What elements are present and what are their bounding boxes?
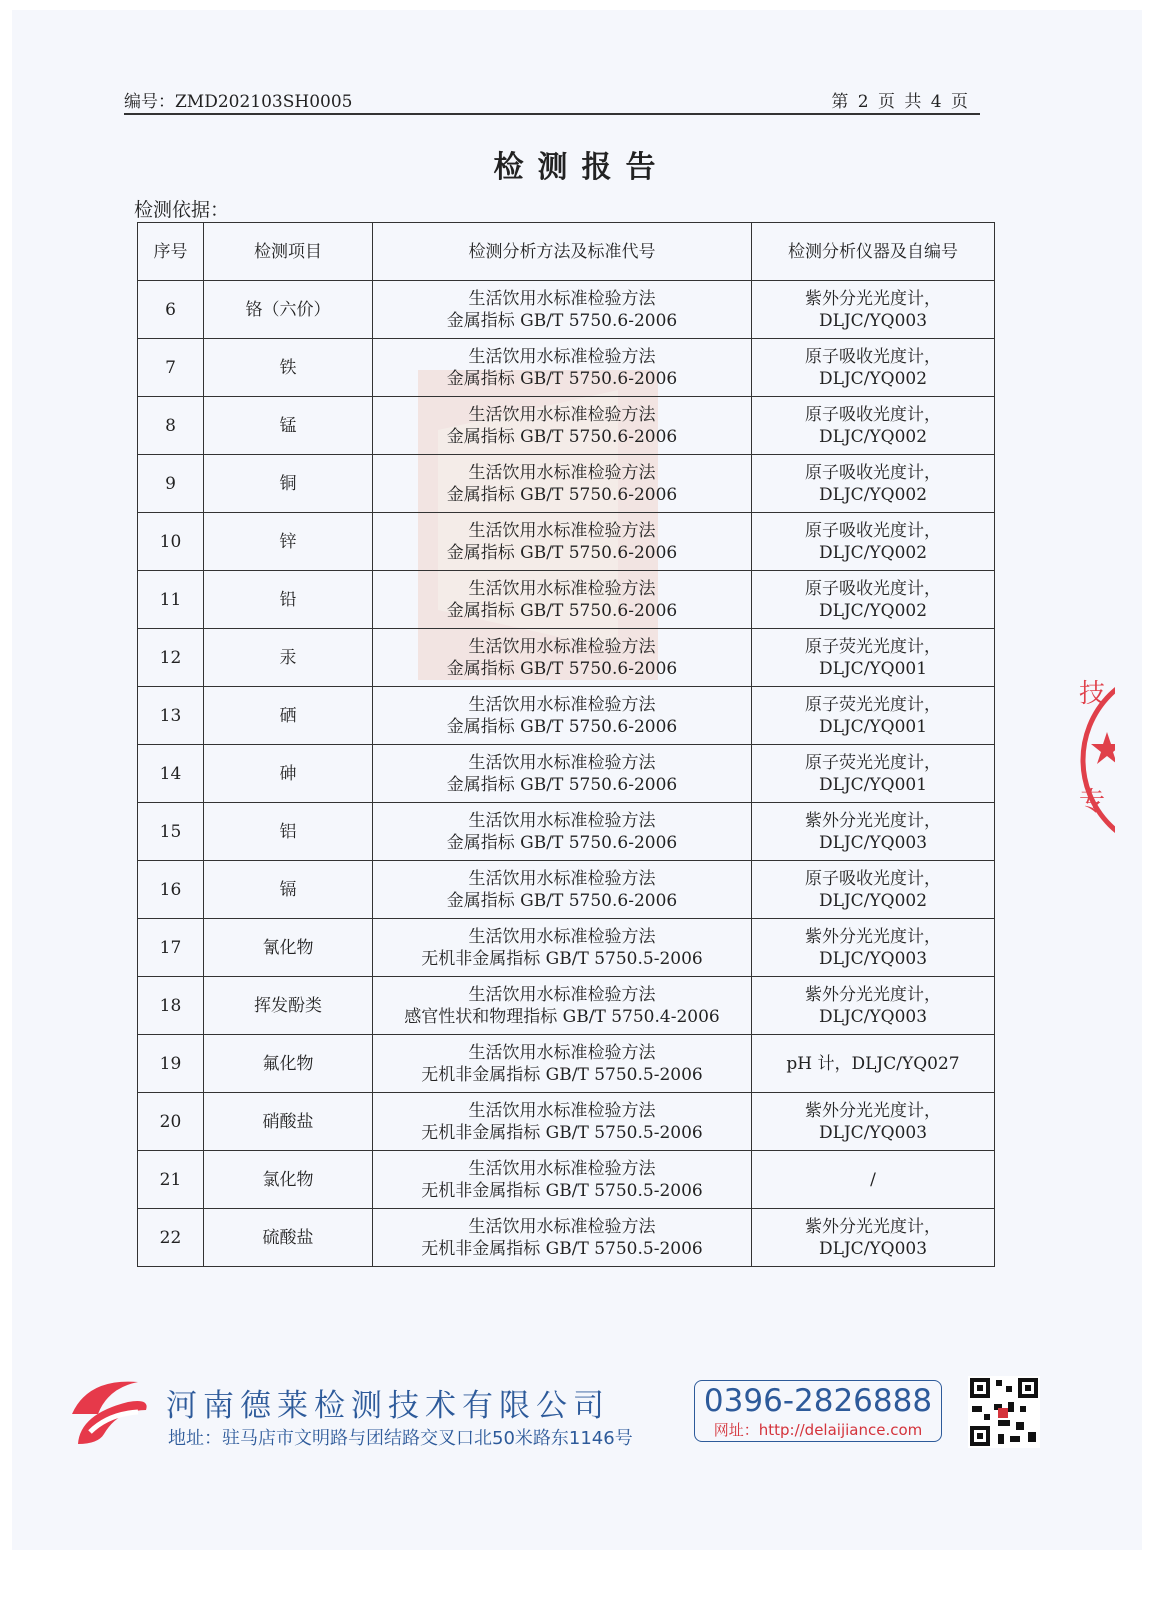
cell-instrument: [752, 455, 995, 513]
cell-instrument-line: 紫外分光光度计，: [805, 926, 941, 947]
cell-item-line: 氰化物: [262, 937, 314, 958]
cell-method-line: 无机非金属指标 GB/T 5750.5-2006: [421, 1122, 703, 1143]
cell-item: [204, 861, 373, 919]
page-title: 检测报告: [493, 150, 670, 185]
cell-method-line: 生活饮用水标准检验方法: [468, 404, 656, 425]
table-row: [138, 281, 995, 339]
cell-instrument-line: DLJC/YQ002: [818, 426, 928, 447]
cell-instrument-line: DLJC/YQ001: [818, 774, 928, 795]
header-method: 检测分析方法及标准代号: [373, 223, 752, 281]
cell-method-line: 生活饮用水标准检验方法: [468, 984, 656, 1005]
cell-item-line: 铁: [279, 357, 297, 378]
cell-method: [373, 629, 752, 687]
cell-instrument: [752, 513, 995, 571]
cell-method-line: 生活饮用水标准检验方法: [468, 1158, 656, 1179]
company-logo-icon: [68, 1374, 152, 1446]
cell-instrument: [752, 1093, 995, 1151]
cell-instrument-line: DLJC/YQ003: [818, 1006, 928, 1027]
table-row: [138, 1151, 995, 1209]
company-address: 地址：驻马店市文明路与团结路交叉口北50米路东1146号: [168, 1428, 633, 1449]
cell-method-line: 生活饮用水标准检验方法: [468, 1042, 656, 1063]
cell-no: [138, 745, 204, 803]
cell-instrument-line: 原子吸收光度计，: [805, 578, 941, 599]
cell-item-line: 氟化物: [262, 1053, 314, 1074]
cell-method-line: 生活饮用水标准检验方法: [468, 520, 656, 541]
table-row: [138, 687, 995, 745]
cell-method-line: 生活饮用水标准检验方法: [468, 578, 656, 599]
cell-method-line: 生活饮用水标准检验方法: [468, 346, 656, 367]
cell-method: [373, 339, 752, 397]
cell-no: [138, 1151, 204, 1209]
cell-method: [373, 745, 752, 803]
cell-instrument-line: 紫外分光光度计，: [805, 1216, 941, 1237]
cell-method: [373, 1151, 752, 1209]
cell-instrument: [752, 687, 995, 745]
cell-no: [138, 513, 204, 571]
table-row: [138, 1209, 995, 1267]
cell-no-line: 19: [159, 1053, 182, 1074]
cell-instrument-line: DLJC/YQ002: [818, 890, 928, 911]
cell-no-line: 12: [159, 647, 182, 668]
cell-method-line: 生活饮用水标准检验方法: [468, 1100, 656, 1121]
cell-instrument: [752, 861, 995, 919]
cell-no: [138, 455, 204, 513]
cell-no-line: 10: [159, 531, 182, 552]
cell-item-line: 挥发酚类: [254, 995, 322, 1016]
cell-instrument-line: 原子吸收光度计，: [805, 346, 941, 367]
cell-no: [138, 803, 204, 861]
cell-item-line: 铬（六价）: [245, 299, 331, 320]
cell-instrument-line: DLJC/YQ003: [818, 1122, 928, 1143]
cell-instrument-line: 紫外分光光度计，: [805, 810, 941, 831]
cell-instrument-line: DLJC/YQ003: [818, 832, 928, 853]
cell-instrument-line: 紫外分光光度计，: [805, 984, 941, 1005]
cell-item-line: 铝: [279, 821, 297, 842]
cell-method: [373, 1209, 752, 1267]
cell-no-line: 11: [159, 589, 182, 610]
table-row: [138, 455, 995, 513]
cell-method-line: 生活饮用水标准检验方法: [468, 462, 656, 483]
cell-method-line: 生活饮用水标准检验方法: [468, 288, 656, 309]
cell-item: [204, 571, 373, 629]
cell-method-line: 生活饮用水标准检验方法: [468, 926, 656, 947]
cell-instrument-line: DLJC/YQ003: [818, 1238, 928, 1259]
table-row: [138, 803, 995, 861]
report-header: [124, 85, 980, 115]
cell-method-line: 生活饮用水标准检验方法: [468, 1216, 656, 1237]
cell-instrument: [752, 629, 995, 687]
cell-instrument-line: DLJC/YQ002: [818, 484, 928, 505]
cell-no-line: 15: [159, 821, 182, 842]
cell-item-line: 铅: [279, 589, 297, 610]
cell-method: [373, 919, 752, 977]
header-no: 序号: [138, 223, 204, 281]
cell-method-line: 无机非金属指标 GB/T 5750.5-2006: [421, 1238, 703, 1259]
website-link[interactable]: 网址：http://delaijiance.com: [713, 1421, 923, 1439]
cell-no: [138, 919, 204, 977]
cell-instrument: [752, 281, 995, 339]
cell-item: [204, 1151, 373, 1209]
cell-method: [373, 1093, 752, 1151]
cell-instrument-line: DLJC/YQ002: [818, 368, 928, 389]
cell-item: [204, 687, 373, 745]
cell-instrument-line: 原子吸收光度计，: [805, 868, 941, 889]
cell-no: [138, 397, 204, 455]
cell-item: [204, 629, 373, 687]
cell-method: [373, 977, 752, 1035]
cell-instrument-line: 原子吸收光度计，: [805, 462, 941, 483]
cell-item: [204, 1209, 373, 1267]
table-row: [138, 1093, 995, 1151]
cell-method-line: 金属指标 GB/T 5750.6-2006: [446, 484, 678, 505]
table-row: [138, 861, 995, 919]
cell-no-line: 14: [159, 763, 182, 784]
cell-item-line: 硫酸盐: [262, 1227, 314, 1248]
cell-item: [204, 339, 373, 397]
cell-instrument: [752, 745, 995, 803]
cell-no-line: 20: [159, 1111, 182, 1132]
cell-instrument: [752, 339, 995, 397]
cell-method-line: 生活饮用水标准检验方法: [468, 752, 656, 773]
cell-method-line: 金属指标 GB/T 5750.6-2006: [446, 716, 678, 737]
cell-no-line: 21: [159, 1169, 182, 1190]
cell-instrument: [752, 1035, 995, 1093]
cell-item: [204, 281, 373, 339]
cell-no: [138, 1035, 204, 1093]
cell-no: [138, 629, 204, 687]
cell-method: [373, 513, 752, 571]
cell-no-line: 13: [159, 705, 182, 726]
header-item: 检测项目: [204, 223, 373, 281]
cell-method: [373, 1035, 752, 1093]
cell-method: [373, 687, 752, 745]
cell-instrument-line: 紫外分光光度计，: [805, 288, 941, 309]
cell-method-line: 金属指标 GB/T 5750.6-2006: [446, 890, 678, 911]
table-row: [138, 745, 995, 803]
cell-instrument-line: 原子吸收光度计，: [805, 520, 941, 541]
table-row: [138, 513, 995, 571]
cell-instrument-line: DLJC/YQ001: [818, 716, 928, 737]
cell-item: [204, 745, 373, 803]
table-row: [138, 919, 995, 977]
cell-instrument-line: /: [870, 1169, 876, 1190]
cell-method-line: 金属指标 GB/T 5750.6-2006: [446, 542, 678, 563]
cell-item-line: 铜: [279, 473, 297, 494]
table-row: [138, 397, 995, 455]
cell-item: [204, 919, 373, 977]
cell-no-line: 8: [165, 415, 176, 436]
cell-instrument-line: DLJC/YQ002: [818, 542, 928, 563]
cell-instrument: [752, 571, 995, 629]
cell-method-line: 金属指标 GB/T 5750.6-2006: [446, 832, 678, 853]
seal-stamp: [1075, 660, 1115, 860]
cell-no: [138, 1209, 204, 1267]
contact-box: [694, 1380, 942, 1442]
table-row: [138, 1035, 995, 1093]
cell-instrument-line: 原子荧光光度计，: [805, 636, 941, 657]
cell-item: [204, 803, 373, 861]
footer: [60, 1368, 1060, 1458]
cell-method-line: 生活饮用水标准检验方法: [468, 868, 656, 889]
cell-no-line: 16: [159, 879, 182, 900]
cell-method-line: 生活饮用水标准检验方法: [468, 694, 656, 715]
cell-instrument-line: pH 计，DLJC/YQ027: [786, 1053, 960, 1074]
cell-instrument: [752, 977, 995, 1035]
cell-method-line: 无机非金属指标 GB/T 5750.5-2006: [421, 948, 703, 969]
cell-item: [204, 455, 373, 513]
cell-item-line: 砷: [279, 763, 297, 784]
table-row: [138, 629, 995, 687]
cell-item: [204, 1035, 373, 1093]
cell-method: [373, 571, 752, 629]
cell-item: [204, 397, 373, 455]
report-number: 编号：ZMD202103SH0005: [124, 92, 353, 112]
cell-instrument-line: DLJC/YQ001: [818, 658, 928, 679]
cell-no-line: 9: [165, 473, 176, 494]
cell-instrument: [752, 1209, 995, 1267]
cell-item-line: 锰: [279, 415, 297, 436]
test-basis-table: [137, 222, 995, 1267]
cell-method: [373, 455, 752, 513]
cell-item: [204, 977, 373, 1035]
cell-instrument: [752, 803, 995, 861]
table-row: [138, 977, 995, 1035]
cell-no: [138, 861, 204, 919]
cell-item-line: 锌: [279, 531, 297, 552]
cell-instrument-line: DLJC/YQ003: [818, 310, 928, 331]
section-label: 检测依据：: [134, 199, 230, 221]
cell-instrument-line: DLJC/YQ002: [818, 600, 928, 621]
cell-method-line: 金属指标 GB/T 5750.6-2006: [446, 310, 678, 331]
cell-instrument: [752, 919, 995, 977]
cell-no: [138, 977, 204, 1035]
svg-text:专: 专: [1079, 787, 1106, 817]
cell-method-line: 无机非金属指标 GB/T 5750.5-2006: [421, 1180, 703, 1201]
cell-item-line: 硝酸盐: [262, 1111, 314, 1132]
cell-method-line: 生活饮用水标准检验方法: [468, 636, 656, 657]
cell-method: [373, 281, 752, 339]
table-header-row: [138, 223, 995, 281]
cell-method-line: 感官性状和物理指标 GB/T 5750.4-2006: [404, 1006, 720, 1027]
cell-instrument-line: 原子荧光光度计，: [805, 752, 941, 773]
table-row: [138, 571, 995, 629]
cell-no: [138, 687, 204, 745]
cell-item: [204, 1093, 373, 1151]
cell-method-line: 生活饮用水标准检验方法: [468, 810, 656, 831]
header-instrument: 检测分析仪器及自编号: [752, 223, 995, 281]
cell-instrument-line: 原子荧光光度计，: [805, 694, 941, 715]
cell-no: [138, 281, 204, 339]
cell-no: [138, 571, 204, 629]
cell-item-line: 硒: [279, 705, 297, 726]
cell-no-line: 6: [165, 299, 176, 320]
cell-method-line: 金属指标 GB/T 5750.6-2006: [446, 600, 678, 621]
cell-no-line: 17: [159, 937, 182, 958]
cell-item-line: 氯化物: [262, 1169, 314, 1190]
cell-instrument: [752, 1151, 995, 1209]
cell-item-line: 汞: [279, 647, 297, 668]
cell-method-line: 金属指标 GB/T 5750.6-2006: [446, 426, 678, 447]
page-indicator: 第 2 页 共 4 页: [831, 92, 970, 112]
cell-instrument: [752, 397, 995, 455]
cell-method-line: 金属指标 GB/T 5750.6-2006: [446, 774, 678, 795]
cell-item-line: 镉: [279, 879, 297, 900]
cell-no: [138, 1093, 204, 1151]
cell-instrument-line: 原子吸收光度计，: [805, 404, 941, 425]
company-name: 河南德莱检测技术有限公司: [166, 1388, 610, 1424]
cell-no-line: 7: [165, 357, 176, 378]
cell-method: [373, 803, 752, 861]
cell-instrument-line: DLJC/YQ003: [818, 948, 928, 969]
qr-code-icon: [968, 1376, 1040, 1448]
cell-method: [373, 861, 752, 919]
cell-method-line: 金属指标 GB/T 5750.6-2006: [446, 658, 678, 679]
cell-item: [204, 513, 373, 571]
phone-number: 0396-2826888: [703, 1383, 933, 1419]
cell-no-line: 18: [159, 995, 182, 1016]
cell-method-line: 金属指标 GB/T 5750.6-2006: [446, 368, 678, 389]
cell-method-line: 无机非金属指标 GB/T 5750.5-2006: [421, 1064, 703, 1085]
cell-no: [138, 339, 204, 397]
cell-method: [373, 397, 752, 455]
table-body: [138, 281, 995, 1267]
cell-no-line: 22: [159, 1227, 182, 1248]
table-row: [138, 339, 995, 397]
svg-text:技: 技: [1079, 679, 1106, 709]
cell-instrument-line: 紫外分光光度计，: [805, 1100, 941, 1121]
